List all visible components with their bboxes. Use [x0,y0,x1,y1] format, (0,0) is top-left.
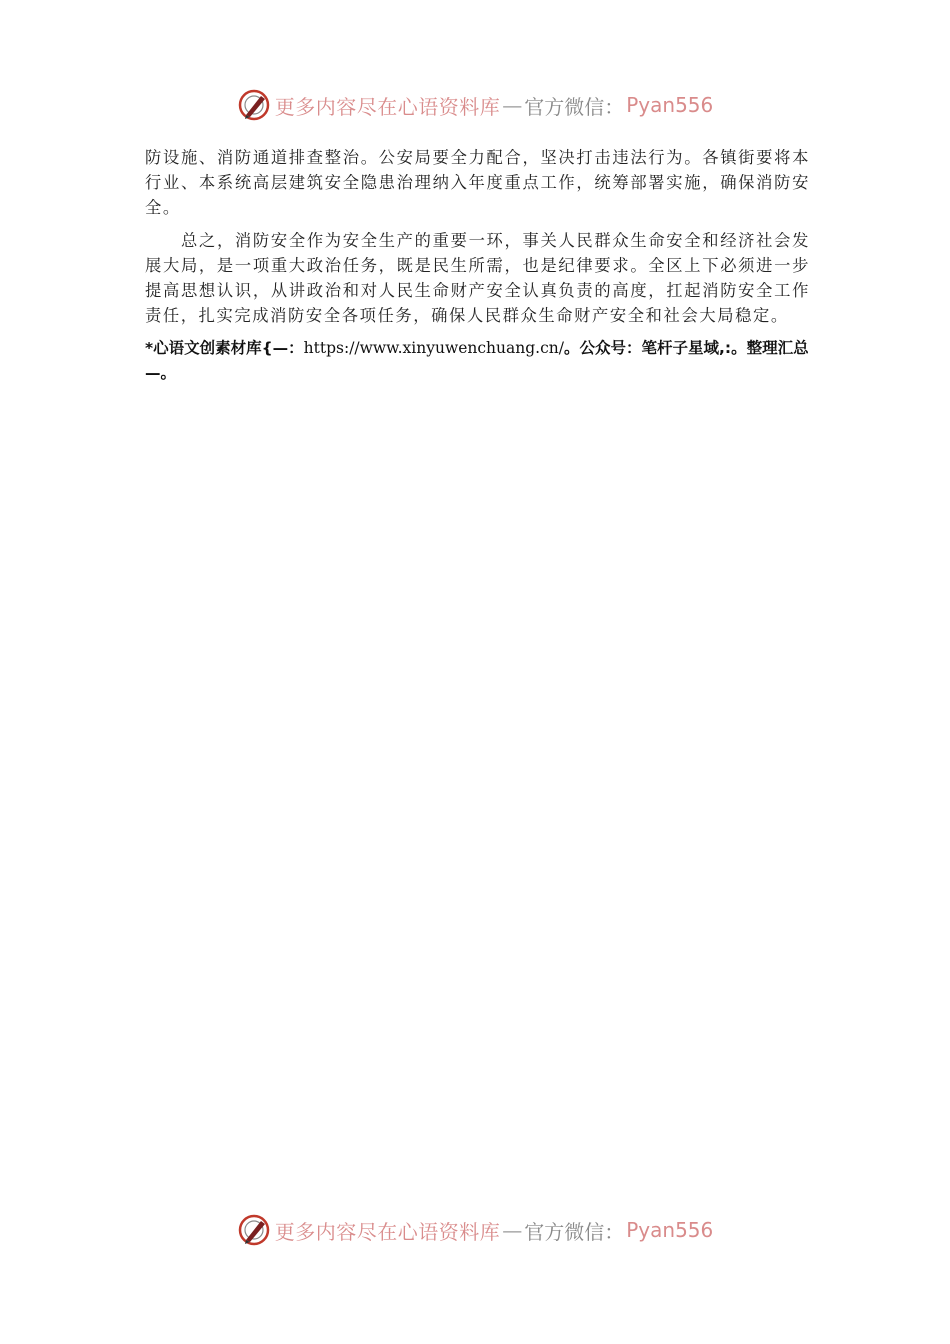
header-official-label: 官方微信： [524,94,625,119]
footer-official-label: 官方微信： [524,1219,625,1244]
pen-circle-logo-icon [237,88,271,122]
source-note-suffix: 。公众号：笔杆子星域,:。整理汇总—。 [145,339,809,382]
footer-wechat-id: Pyan556 [626,1218,714,1242]
source-note [145,336,810,386]
header-dash: — [502,93,523,117]
body-paragraph-2: 总之，消防安全作为安全生产的重要一环，事关人民群众生命安全和经济社会发展大局，是一项重大政治任务，既是民生所需，也是纪律要求。全区上下必须进一步提高思想认识，从讲政治和对人民生命财产安全认真负责的高度，扛起消防安全工作责任，扎实完成消防安全各项任务，确保人民群众生命财产安全和社会大局稳定。 [145,231,810,325]
source-note-prefix: *心语文创素材库{—： [145,339,304,357]
footer-dash: — [502,1218,523,1242]
document-body [145,145,810,386]
header-wechat-id: Pyan556 [626,93,714,117]
header-banner [0,85,950,125]
source-note-url: https://www.xinyuwenchuang.cn/ [303,339,564,357]
footer-banner [0,1210,950,1250]
pen-circle-logo-icon [237,1213,271,1247]
body-paragraph-1: 防设施、消防通道排查整治。公安局要全力配合，坚决打击违法行为。各镇街要将本行业、本系统高层建筑安全隐患治理纳入年度重点工作，统筹部署实施，确保消防安全。 [145,148,810,217]
header-slogan: 更多内容尽在心语资料库 [274,94,501,119]
footer-slogan: 更多内容尽在心语资料库 [274,1219,501,1244]
